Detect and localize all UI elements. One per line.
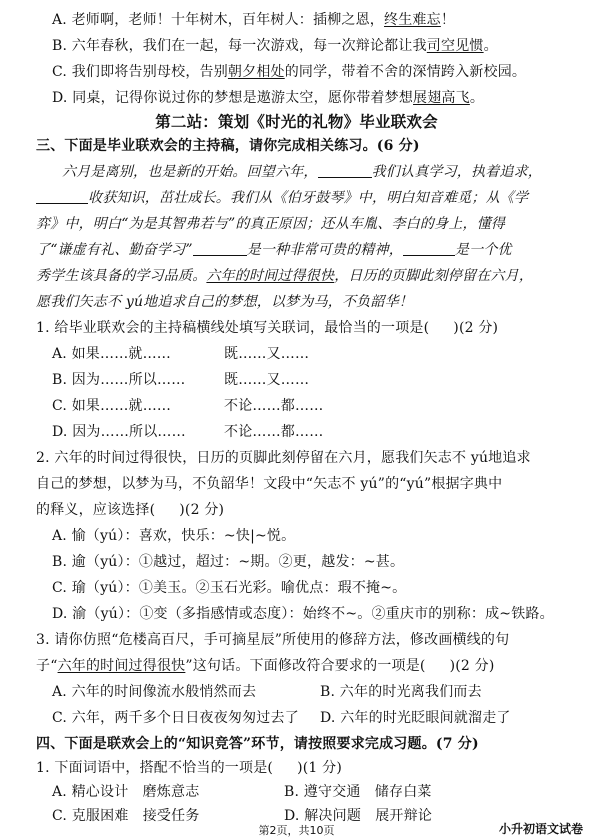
question-score: )(2 分) <box>179 502 225 518</box>
question-text: 1. 下面词语中，搭配不恰当的一项是( <box>36 760 274 776</box>
s4-q1-options-row-1 <box>52 782 575 802</box>
q3-options-row-2 <box>52 708 575 728</box>
prev-option-c <box>52 62 575 82</box>
passage-text: 六月是离别，也是新的开始。回望六年， <box>62 164 318 180</box>
q2-stem-line-1: 2. 六年的时间过得很快，日历的页脚此刻停留在六月，愿我们矢志不 yú地追求 <box>36 450 531 466</box>
q3-stem-line-1: 3. 请你仿照“危楼高百尺，手可摘星辰”所使用的修辞方法，修改画横线的句 <box>36 632 510 648</box>
s4-q1-option-b[interactable]: B. 遵守交通 储存白菜 <box>284 784 432 800</box>
underlined-word: 司空见惯 <box>426 38 484 54</box>
prev-option-d <box>52 88 575 108</box>
option-text: D. 因为……所以…… <box>52 424 186 440</box>
q2-stem-line-3 <box>36 500 575 520</box>
question-text: 的释义，应该选择( <box>36 502 156 518</box>
q3-options-row-1 <box>52 682 575 702</box>
page-number: 第2页，共10页 <box>258 824 335 837</box>
q2-option-b[interactable]: B. 逾（yú）：①越过，超过：~期。②更，越发：~甚。 <box>52 554 405 570</box>
section3-heading: 三、下面是毕业联欢会的主持稿，请你完成相关练习。(6 分) <box>36 138 420 154</box>
q2-option-a[interactable]: A. 愉（yú）：喜欢，快乐：~快|~悦。 <box>52 528 296 544</box>
passage-text: ，日历的页脚此刻停留在六月， <box>334 268 534 284</box>
option-text: 。 <box>483 38 498 54</box>
section4-heading: 四、下面是联欢会上的“知识竞答”环节，请按照要求完成习题。(7 分) <box>36 736 479 752</box>
option-text: C. 如果……就…… <box>52 398 172 414</box>
option-text: 不论……都…… <box>224 398 324 414</box>
passage-line-1 <box>62 162 575 182</box>
passage-text: 是一种非常可贵的精神， <box>246 242 403 258</box>
exam-label: 小升初语文试卷 <box>498 822 583 836</box>
option-text: ！ <box>440 12 456 28</box>
underlined-word: 展翅高飞 <box>413 90 470 106</box>
question-score: )(2 分) <box>449 658 495 674</box>
question-text: 1. 给毕业联欢会的主持稿横线处填写关联词，最恰当的一项是( <box>36 320 430 336</box>
option-text: B. 六年春秋，我们在一起，每一次游戏，每一次辩论都让我 <box>52 38 427 54</box>
q1-option-d[interactable] <box>52 422 575 442</box>
option-text: D. 同桌，记得你说过你的梦想是遨游太空，愿你带着梦想 <box>52 90 414 106</box>
q3-option-c[interactable]: C. 六年，两千多个日日夜夜匆匆过去了 <box>52 710 299 726</box>
passage-text: 是一个优 <box>454 242 512 258</box>
option-text: 不论……都…… <box>224 424 324 440</box>
prev-option-a <box>52 10 575 30</box>
option-text: C. 我们即将告别母校，告别 <box>52 64 228 80</box>
prev-option-b <box>52 36 575 56</box>
passage-line-4 <box>36 240 575 260</box>
passage-text: 收获知识，茁壮成长。我们从《伯牙鼓琴》中，明白知音难觅；从《学 <box>88 190 529 206</box>
station-title: 第二站：策划《时光的礼物》毕业联欢会 <box>155 112 438 131</box>
question-text: 子“ <box>36 658 58 674</box>
q1-stem <box>36 318 575 338</box>
q2-option-c[interactable]: C. 瑜（yú）：①美玉。②玉石光彩。喻优点：瑕不掩~。 <box>52 580 407 596</box>
s4-q1-option-c[interactable]: C. 克服困难 接受任务 <box>52 808 200 824</box>
passage-line-6: 愿我们矢志不 yú地追求自己的梦想，以梦为马，不负韶华！ <box>36 294 413 310</box>
q2-option-d[interactable]: D. 渝（yú）：①变（多指感情或态度）：始终不~。②重庆市的别称：成~铁路。 <box>52 606 554 622</box>
underlined-sentence: 六年的时间过得很快 <box>57 658 186 674</box>
passage-text: 了“谦虚有礼、勤奋学习” <box>36 242 193 258</box>
option-text: A. 如果……就…… <box>52 346 172 362</box>
option-text: 既……又…… <box>224 372 310 388</box>
question-score: )(2 分) <box>453 320 499 336</box>
answer-blank[interactable] <box>318 163 372 178</box>
option-text: A. 老师啊，老师！十年树木，百年树人：插柳之恩， <box>52 12 385 28</box>
q3-option-d[interactable]: D. 六年的时光眨眼间就溜走了 <box>320 710 511 726</box>
underlined-sentence: 六年的时间过得很快 <box>206 268 335 284</box>
answer-blank[interactable] <box>36 189 88 204</box>
passage-text: 我们认真学习，执着追求， <box>371 164 543 180</box>
s4-q1-option-a[interactable]: A. 精心设计 磨炼意志 <box>52 784 200 800</box>
q3-stem-line-2 <box>36 656 575 676</box>
underlined-word: 终生难忘 <box>384 12 441 28</box>
s4-q1-option-d[interactable]: D. 解决问题 展开辩论 <box>284 808 433 824</box>
q1-option-c[interactable] <box>52 396 575 416</box>
answer-blank[interactable] <box>403 241 455 256</box>
option-text: 。 <box>469 90 485 106</box>
q1-option-a[interactable] <box>52 344 575 364</box>
question-score: )(1 分) <box>297 760 343 776</box>
q3-option-b[interactable]: B. 六年的时光离我们而去 <box>320 684 482 700</box>
question-text: ”这句话。下面修改符合要求的一项是( <box>185 658 426 674</box>
passage-line-2 <box>36 188 575 208</box>
option-text: B. 因为……所以…… <box>52 372 186 388</box>
q1-option-b[interactable] <box>52 370 575 390</box>
underlined-word: 朝夕相处 <box>227 64 285 80</box>
passage-text: 秀学生该具备的学习品质。 <box>36 268 207 284</box>
q3-option-a[interactable]: A. 六年的时间像流水般悄然而去 <box>52 684 257 700</box>
answer-blank[interactable] <box>193 241 247 256</box>
q2-stem-line-2: 自己的梦想，以梦为马，不负韶华！文段中“矢志不 yú”的“yú”根据字典中 <box>36 476 503 492</box>
passage-line-3: 弈》中，明白“为是其智弗若与”的真正原因；还从车胤、李白的身上，懂得 <box>36 216 506 232</box>
option-text: 的同学，带着不舍的深情跨入新校园。 <box>284 64 527 80</box>
passage-line-5 <box>36 266 575 286</box>
option-text: 既……又…… <box>224 346 310 362</box>
s4-q1-stem <box>36 758 575 778</box>
